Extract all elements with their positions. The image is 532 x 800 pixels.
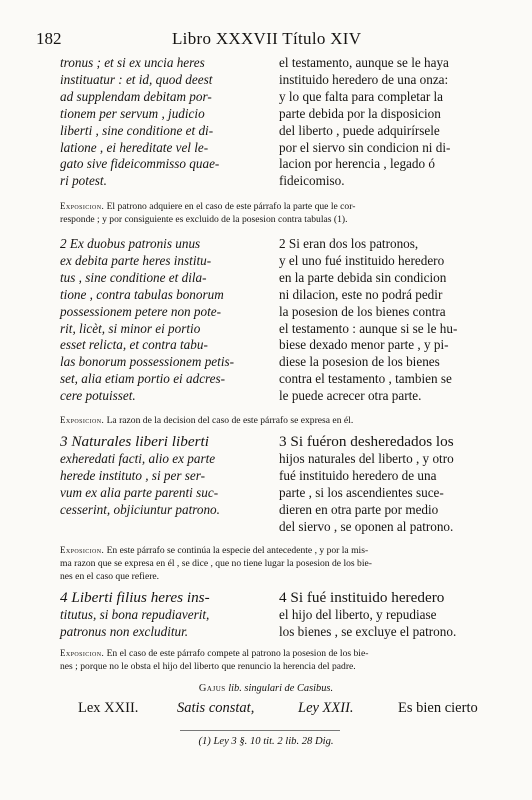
text-line: patronus non excluditur. — [60, 623, 189, 639]
text-line: 4 Si fué instituido heredero — [279, 589, 445, 606]
exposicion-1 — [60, 200, 500, 226]
text-line: en la parte debida sin condicion — [279, 269, 447, 285]
lex-incipit-latin: Satis constat, — [177, 700, 255, 716]
text-line: tionem per servum , judicio — [60, 105, 205, 121]
spanish-text-4 — [279, 588, 503, 641]
source-work: lib. singulari de Casibus. — [228, 683, 334, 694]
exposicion-3 — [60, 544, 500, 583]
latin-text-4 — [60, 588, 272, 641]
text-line — [60, 414, 500, 427]
exposicion-label: Exposicion. — [60, 545, 105, 555]
text-line: y el uno fué instituido heredero — [279, 252, 445, 268]
text-line: 2 Si eran dos los patronos, — [279, 236, 419, 251]
text-line: possessionem petere non pote- — [60, 303, 222, 319]
text-line: diese la posesion de los bienes — [279, 354, 440, 370]
text-line: instituido heredero de una onza: — [279, 71, 449, 87]
spanish-text-3 — [279, 432, 503, 536]
spanish-text-2 — [279, 236, 503, 405]
text-line: del liberto , puede adquirírsele — [279, 122, 440, 138]
text-line: latione , ei hereditate vel le- — [60, 139, 209, 155]
exposicion-4 — [60, 647, 500, 673]
ley-number-spanish: Ley XXII. — [298, 700, 354, 716]
exposicion-label: Exposicion. — [60, 201, 105, 211]
text-line: 3 Naturales liberi liberti — [60, 433, 209, 450]
text-line: ri potest. — [60, 173, 107, 189]
text-line: fué instituido heredero de una — [279, 467, 437, 483]
latin-text-1 — [60, 55, 272, 190]
text-line: cesserint, objiciuntur patrono. — [60, 501, 220, 517]
text-line: tione , contra tabulas bonorum — [60, 286, 224, 302]
text-line: contra el testamento , tambien se — [279, 371, 452, 387]
text-line: los bienes , se excluye el patrono. — [279, 623, 457, 639]
page-number: 182 — [36, 29, 62, 48]
exposicion-2 — [60, 414, 500, 427]
text-line: En el caso de este párrafo compete al patrono la posesion de los bie- — [106, 648, 369, 659]
text-line: vum ex alia parte parenti suc- — [60, 484, 219, 500]
text-line: le puede acrecer otra parte. — [279, 388, 422, 404]
text-line: lacion por herencia , legado ó — [279, 156, 435, 172]
text-line: 2 Ex duobus patronis unus — [60, 236, 201, 251]
lex-number-latin: Lex XXII. — [78, 700, 139, 716]
text-line: el testamento : aunque si se le hu- — [279, 320, 458, 336]
page-header — [36, 29, 508, 53]
text-line: 3 Si fuéron desheredados los — [279, 433, 454, 450]
text-line: rit, licèt, si minor ei portio — [60, 320, 201, 336]
text-line: del siervo , se oponen al patrono. — [279, 518, 454, 534]
text-line: fideicomiso. — [279, 173, 345, 189]
text-line: instituatur : et id, quod deest — [60, 71, 213, 87]
exposicion-label: Exposicion. — [60, 648, 105, 658]
text-line: En este párrafo se continúa la especie del antecedente , y por la mis- — [106, 545, 369, 556]
text-line: ni dilacion, este no podrá pedir — [279, 286, 443, 302]
exposicion-label: Exposicion. — [60, 415, 105, 425]
text-line: responde ; y por consiguiente es excluido de la posesion contra tabulas (1). — [60, 214, 348, 225]
text-line: exheredati facti, alio ex parte — [60, 451, 216, 466]
latin-text-3 — [60, 432, 272, 519]
text-line: ad supplendam debitam por- — [60, 88, 212, 104]
text-line: La razon de la decision del caso de este párrafo se expresa en él. — [106, 415, 354, 426]
text-line: titutus, si bona repudiaverit, — [60, 607, 210, 622]
lex-heading — [78, 700, 498, 720]
latin-text-2 — [60, 236, 272, 405]
text-line: esset relicta, et contra tabu- — [60, 337, 208, 353]
text-line: nes en el caso que refiere. — [60, 571, 160, 582]
text-line: las bonorum possessionem petis- — [60, 354, 235, 370]
text-line: ma razon que se expresa en él , se dice , que no tiene lugar la posesion de los bie- — [60, 558, 372, 569]
text-line: parte , si los ascendientes suce- — [279, 484, 444, 500]
text-line: el hijo del liberto, y repudiase — [279, 607, 437, 622]
text-line: gato sive fideicommisso quae- — [60, 156, 220, 172]
text-line: tus , sine conditione et dila- — [60, 269, 207, 285]
text-line: y lo que falta para completar la — [279, 88, 444, 104]
text-line: set, alia etiam portio ei adcres- — [60, 371, 226, 387]
text-line: parte debida por la disposicion — [279, 105, 441, 121]
spanish-text-1 — [279, 55, 503, 190]
text-line: liberti , sine conditione et di- — [60, 122, 214, 138]
text-line — [60, 647, 500, 660]
text-line: El patrono adquiere en el caso de este párrafo la parte que le cor- — [106, 201, 356, 212]
source-citation — [0, 683, 532, 694]
footnote: (1) Ley 3 §. 10 tit. 2 lib. 28 Dig. — [198, 736, 334, 747]
text-line — [60, 200, 500, 213]
text-line: nes ; porque no le obsta el hijo del liberto que renuncio la herencia del padre. — [60, 661, 356, 672]
footnote-divider — [180, 730, 340, 731]
text-line: ex debita parte heres institu- — [60, 252, 212, 268]
text-line: tronus ; et si ex uncia heres — [60, 55, 205, 70]
text-line: hijos naturales del liberto , y otro — [279, 451, 454, 466]
text-line: el testamento, aunque se le haya — [279, 55, 449, 70]
text-line: la posesion de los bienes contra — [279, 303, 446, 319]
text-line — [60, 544, 500, 557]
text-line: herede instituto , si per ser- — [60, 467, 206, 483]
source-author: Gajus — [198, 683, 226, 694]
text-line: dieren en otra parte por medio — [279, 501, 439, 517]
text-line: por el siervo sin condicion ni di- — [279, 139, 451, 155]
text-line: cere potuisset. — [60, 388, 136, 404]
running-head: Libro XXXVII Título XIV — [172, 29, 362, 48]
text-line: biese dexado menor parte , y pi- — [279, 337, 449, 353]
ley-incipit-spanish: Es bien cierto — [398, 700, 478, 716]
text-line: 4 Liberti filius heres ins- — [60, 589, 210, 606]
